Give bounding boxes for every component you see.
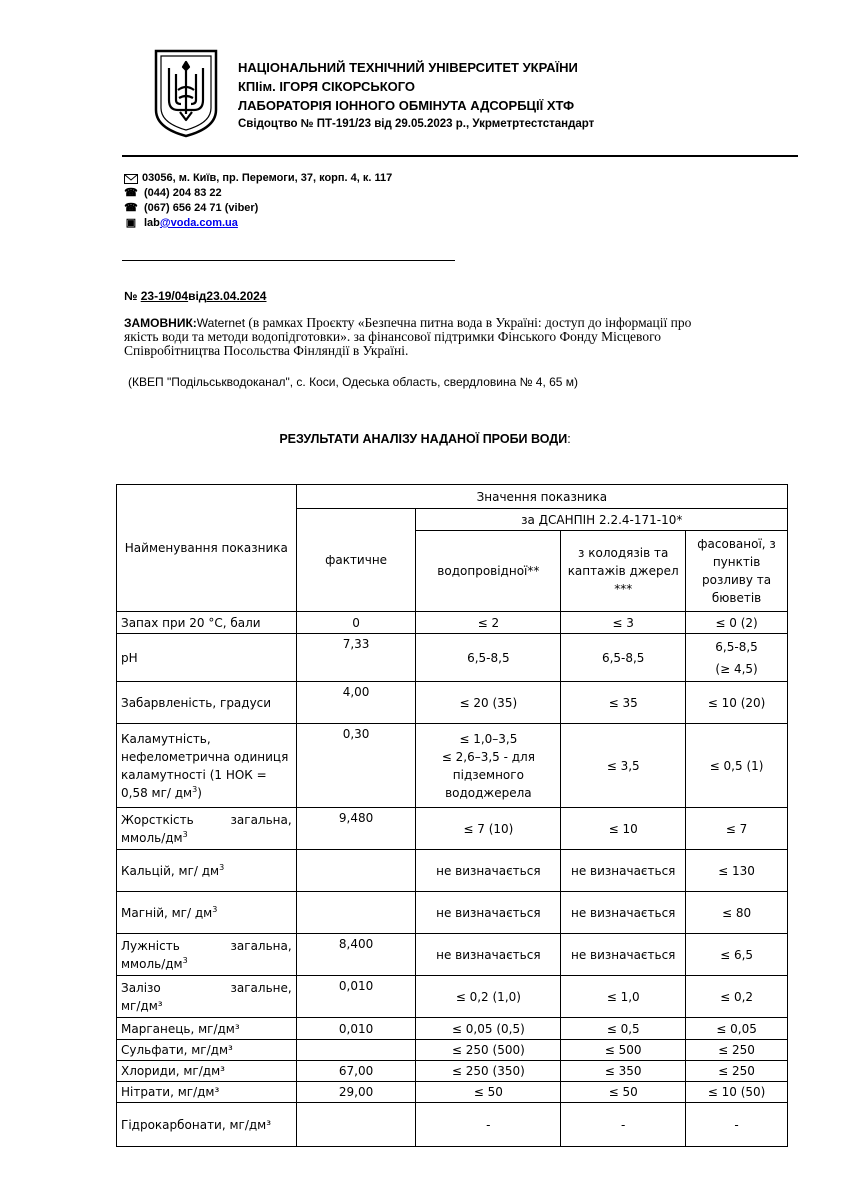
actual-value: 8,400 bbox=[296, 934, 416, 976]
table-row bbox=[117, 1061, 788, 1082]
bottled-norm: ≤ 130 bbox=[686, 850, 788, 892]
number-value: 23-19/04 bbox=[140, 289, 189, 303]
coat-of-arms-icon bbox=[152, 48, 220, 138]
header-indicator-name: Найменування показника bbox=[117, 485, 297, 612]
indicator-name-line-2: ммоль/дм bbox=[121, 956, 183, 971]
date-label: від bbox=[188, 289, 207, 303]
indicator-name bbox=[117, 934, 297, 976]
tap-norm: ≤ 0,2 (1,0) bbox=[416, 976, 561, 1018]
indicator-name-line-2: мг/дм³ bbox=[121, 998, 163, 1013]
bottled-norm: ≤ 250 bbox=[686, 1061, 788, 1082]
actual-value: 67,00 bbox=[296, 1061, 416, 1082]
actual-value bbox=[296, 850, 416, 892]
wells-norm: ≤ 500 bbox=[561, 1040, 686, 1061]
wells-norm: ≤ 350 bbox=[561, 1061, 686, 1082]
indicator-name: Сульфати, мг/дм³ bbox=[117, 1040, 297, 1061]
phone-row-2 bbox=[124, 201, 392, 216]
date-value: 23.04.2024 bbox=[206, 289, 267, 303]
actual-value: 0 bbox=[296, 612, 416, 634]
header-wells: з колодязів та каптажів джерел *** bbox=[561, 531, 686, 612]
telephone-icon: ☎ bbox=[124, 187, 138, 199]
table-row bbox=[117, 1040, 788, 1061]
bottled-norm: ≤ 0 (2) bbox=[686, 612, 788, 634]
indicator-name bbox=[117, 892, 297, 934]
university-subtitle: КПІім. ІГОРЯ СІКОРСЬКОГО bbox=[238, 79, 416, 94]
tap-norm-line-1: ≤ 1,0–3,5 bbox=[459, 731, 518, 746]
phone-1-text: (044) 204 83 22 bbox=[144, 187, 222, 199]
superscript-3: 3 bbox=[219, 862, 225, 872]
wells-norm: ≤ 10 bbox=[561, 808, 686, 850]
indicator-name-text: Каламутність, нефелометрична одиниця каламутності (1 НОК = 0,58 мг/ дм bbox=[121, 731, 289, 800]
tap-norm: ≤ 250 (350) bbox=[416, 1061, 561, 1082]
header-norm: за ДСАНПІН 2.2.4-171-10* bbox=[416, 509, 788, 531]
table-row bbox=[117, 682, 788, 724]
contacts-block bbox=[124, 171, 392, 231]
indicator-name-line-2: ммоль/дм bbox=[121, 830, 183, 845]
number-label: № bbox=[124, 289, 141, 303]
wells-norm: не визначається bbox=[561, 934, 686, 976]
wells-norm: ≤ 1,0 bbox=[561, 976, 686, 1018]
wells-norm: ≤ 0,5 bbox=[561, 1018, 686, 1040]
customer-text-3: Співробітництва Посольства Фінляндії в Україні. bbox=[124, 343, 409, 358]
actual-value: 4,00 bbox=[296, 682, 416, 724]
document-number bbox=[124, 289, 266, 303]
phone-2-text: (067) 656 24 71 (viber) bbox=[144, 202, 259, 214]
actual-value: 0,30 bbox=[296, 724, 416, 808]
customer-text-2b: за фінансової підтримки Фінського Фонду Місцевого bbox=[350, 329, 662, 344]
table-row bbox=[117, 1082, 788, 1103]
bottled-norm-line-2: (≥ 4,5) bbox=[715, 661, 758, 676]
indicator-name: Гідрокарбонати, мг/дм³ bbox=[117, 1103, 297, 1147]
wells-norm: ≤ 35 bbox=[561, 682, 686, 724]
customer-label: ЗАМОВНИК: bbox=[124, 316, 197, 330]
tap-norm: не визначається bbox=[416, 850, 561, 892]
indicator-name bbox=[117, 976, 297, 1018]
customer-text-2a: якість води та методи водопідготовки». bbox=[124, 329, 351, 344]
actual-value bbox=[296, 892, 416, 934]
tap-norm bbox=[416, 724, 561, 808]
email-row bbox=[124, 216, 392, 231]
indicator-name: Запах при 20 °С, бали bbox=[117, 612, 297, 634]
table-row bbox=[117, 612, 788, 634]
indicator-name-text: Магній, мг/ дм bbox=[121, 905, 213, 920]
laboratory-name: ЛАБОРАТОРІЯ ІОННОГО ОБМІНУТА АДСОРБЦІЇ ХТФ bbox=[238, 98, 575, 113]
tap-norm: ≤ 7 (10) bbox=[416, 808, 561, 850]
indicator-name-line-1: Жорсткість загальна, bbox=[121, 812, 292, 827]
wells-norm: не визначається bbox=[561, 850, 686, 892]
customer-block bbox=[124, 316, 796, 358]
table-row bbox=[117, 724, 788, 808]
table-row bbox=[117, 1018, 788, 1040]
header-tap: водопровідної** bbox=[416, 531, 561, 612]
university-name: НАЦІОНАЛЬНИЙ ТЕХНІЧНИЙ УНІВЕРСИТЕТ УКРАЇНИ bbox=[238, 60, 578, 75]
actual-value: 9,480 bbox=[296, 808, 416, 850]
wells-norm: - bbox=[561, 1103, 686, 1147]
envelope-icon bbox=[124, 174, 138, 184]
table-row bbox=[117, 850, 788, 892]
actual-value bbox=[296, 1040, 416, 1061]
tap-norm: не визначається bbox=[416, 892, 561, 934]
bottled-norm: ≤ 0,5 (1) bbox=[686, 724, 788, 808]
actual-value: 0,010 bbox=[296, 976, 416, 1018]
indicator-name: pH bbox=[117, 634, 297, 682]
indicator-name: Забарвленість, градуси bbox=[117, 682, 297, 724]
wells-norm: ≤ 3,5 bbox=[561, 724, 686, 808]
tap-norm-line-2: ≤ 2,6–3,5 - для підземного вододжерела bbox=[441, 749, 535, 800]
address-row bbox=[124, 171, 392, 186]
telephone-icon: ☎ bbox=[124, 202, 138, 214]
table-row bbox=[117, 934, 788, 976]
wells-norm: не визначається bbox=[561, 892, 686, 934]
tap-norm: ≤ 2 bbox=[416, 612, 561, 634]
superscript-3: 3 bbox=[182, 955, 188, 965]
indicator-name-line-1: Залізо загальне, bbox=[121, 980, 292, 995]
indicator-name: Марганець, мг/дм³ bbox=[117, 1018, 297, 1040]
results-title-colon: : bbox=[567, 432, 571, 446]
email-prefix: lab bbox=[144, 217, 160, 229]
header-actual: фактичне bbox=[296, 509, 416, 612]
table-row bbox=[117, 1103, 788, 1147]
customer-name: Waternet bbox=[196, 316, 246, 330]
tap-norm: ≤ 0,05 (0,5) bbox=[416, 1018, 561, 1040]
wells-norm: ≤ 50 bbox=[561, 1082, 686, 1103]
table-row bbox=[117, 808, 788, 850]
bottled-norm: ≤ 80 bbox=[686, 892, 788, 934]
indicator-name bbox=[117, 850, 297, 892]
tap-norm: - bbox=[416, 1103, 561, 1147]
tap-norm: ≤ 250 (500) bbox=[416, 1040, 561, 1061]
actual-value: 7,33 bbox=[296, 634, 416, 682]
actual-value: 0,010 bbox=[296, 1018, 416, 1040]
results-table bbox=[116, 484, 788, 1147]
indicator-name-tail: ) bbox=[197, 785, 202, 800]
signature-line bbox=[122, 260, 455, 261]
results-title-text: РЕЗУЛЬТАТИ АНАЛІЗУ НАДАНОЇ ПРОБИ ВОДИ bbox=[279, 432, 568, 446]
indicator-name bbox=[117, 808, 297, 850]
table-row bbox=[117, 892, 788, 934]
indicator-name-line-1: Лужність загальна, bbox=[121, 938, 292, 953]
actual-value: 29,00 bbox=[296, 1082, 416, 1103]
certificate-line: Свідоцтво № ПТ-191/23 від 29.05.2023 р., Укрметртестстандарт bbox=[238, 118, 595, 130]
address-text: 03056, м. Київ, пр. Перемоги, 37, корп. 4, к. 117 bbox=[142, 172, 393, 184]
bottled-norm bbox=[686, 634, 788, 682]
email-link[interactable]: @voda.com.ua bbox=[159, 217, 238, 229]
bottled-norm: ≤ 7 bbox=[686, 808, 788, 850]
institution-header bbox=[238, 58, 594, 134]
bottled-norm-line-1: 6,5-8,5 bbox=[715, 639, 758, 654]
header-values: Значення показника bbox=[296, 485, 787, 509]
bottled-norm: ≤ 0,05 bbox=[686, 1018, 788, 1040]
indicator-name: Нітрати, мг/дм³ bbox=[117, 1082, 297, 1103]
tap-norm: ≤ 20 (35) bbox=[416, 682, 561, 724]
wells-norm: 6,5-8,5 bbox=[561, 634, 686, 682]
phone-row-1 bbox=[124, 186, 392, 201]
superscript-3: 3 bbox=[212, 904, 218, 914]
bottled-norm: ≤ 250 bbox=[686, 1040, 788, 1061]
bottled-norm: ≤ 0,2 bbox=[686, 976, 788, 1018]
bottled-norm: - bbox=[686, 1103, 788, 1147]
tap-norm: 6,5-8,5 bbox=[416, 634, 561, 682]
table-row bbox=[117, 634, 788, 682]
superscript-3: 3 bbox=[182, 829, 188, 839]
wells-norm: ≤ 3 bbox=[561, 612, 686, 634]
sample-description: (КВЕП "Подільськводоканал", с. Коси, Одеська область, свердловина № 4, 65 м) bbox=[128, 375, 579, 389]
indicator-name bbox=[117, 724, 297, 808]
table-row bbox=[117, 976, 788, 1018]
results-title bbox=[0, 432, 850, 446]
header-bottled: фасованої, з пунктів розливу та бюветів bbox=[686, 531, 788, 612]
tap-norm: не визначається bbox=[416, 934, 561, 976]
fax-icon: ▣ bbox=[125, 217, 137, 229]
actual-value bbox=[296, 1103, 416, 1147]
bottled-norm: ≤ 6,5 bbox=[686, 934, 788, 976]
indicator-name: Хлориди, мг/дм³ bbox=[117, 1061, 297, 1082]
bottled-norm: ≤ 10 (20) bbox=[686, 682, 788, 724]
indicator-name-text: Кальцій, мг/ дм bbox=[121, 863, 220, 878]
bottled-norm: ≤ 10 (50) bbox=[686, 1082, 788, 1103]
header-divider bbox=[122, 155, 798, 157]
customer-text-1: (в рамках Проєкту «Безпечна питна вода в Україні: доступ до інформації про bbox=[245, 315, 692, 330]
superscript-3: 3 bbox=[192, 784, 198, 794]
tap-norm: ≤ 50 bbox=[416, 1082, 561, 1103]
